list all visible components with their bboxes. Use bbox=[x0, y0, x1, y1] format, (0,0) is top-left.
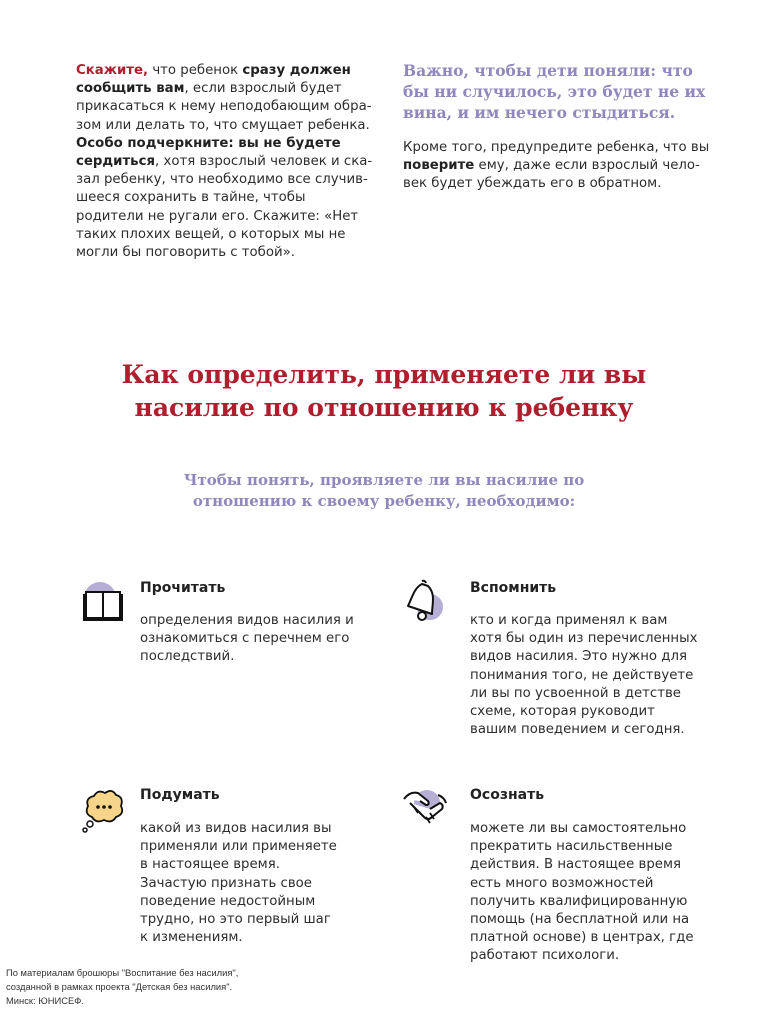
text-span: ему, даже если взрослый человек будет убеждать его в обратном. bbox=[403, 158, 700, 192]
step-read-text: определения видов насилия и ознакомиться с перечнем его последствий. bbox=[140, 613, 354, 665]
right-intro-highlight: Важно, чтобы дети поняли: что бы ни случилось, это будет не их вина, и им нечего стыдиться. bbox=[403, 61, 706, 122]
subtitle-line: Чтобы понять, проявляете ли вы насилие по bbox=[183, 471, 585, 489]
left-intro-paragraph bbox=[76, 62, 376, 262]
text-span: что ребенок bbox=[148, 63, 243, 78]
step-read-heading: Прочитать bbox=[140, 580, 226, 596]
text-span: Кроме того, предупредите ребенка, что вы bbox=[403, 140, 710, 155]
bold-span: Особо подчеркните: вы не будете сердиться bbox=[76, 135, 341, 170]
thought-bubble-icon bbox=[80, 786, 128, 834]
page-subtitle bbox=[0, 470, 768, 512]
step-recall-text: кто и когда применял к вам хотя бы один из перечисленных видов насилия. Это нужно для понимания того, не действуете ли вы по усвоенной в детстве схеме, которая руководит вашим поведением и сегодня. bbox=[470, 613, 698, 738]
bold-span: сразу должен сообщить вам bbox=[76, 63, 351, 97]
step-think-text: какой из видов насилия вы применяли или применяете в настоящее время. Зачастую признать свое поведение недостойным трудно, но это первый шаг к изменениям. bbox=[140, 821, 337, 946]
title-line: насилие по отношению к ребенку bbox=[134, 393, 634, 422]
title-line: Как определить, применяете ли вы bbox=[121, 360, 647, 389]
left-intro bbox=[76, 62, 376, 262]
subtitle-line: отношению к своему ребенку, необходимо: bbox=[192, 492, 576, 510]
footnote-line: По материалам брошюры "Воспитание без насилия", bbox=[6, 967, 239, 978]
book-icon bbox=[80, 578, 128, 626]
right-intro-paragraph bbox=[403, 139, 713, 194]
page-title bbox=[0, 358, 768, 424]
step-realize-heading: Осознать bbox=[470, 787, 545, 803]
footnote-line: созданной в рамках проекта "Детская без насилия". bbox=[6, 981, 233, 992]
bell-icon bbox=[400, 576, 448, 624]
step-realize-text: можете ли вы самостоятельно прекратить насильственные действия. В настоящее время есть много возможностей получить квалифицированную помощь (на бесплатной или на платной основе) в центрах, где работают психологи. bbox=[470, 821, 694, 964]
right-intro-text bbox=[403, 139, 713, 194]
footnote-line: Минск: ЮНИСЕФ. bbox=[6, 995, 84, 1006]
step-think-heading: Подумать bbox=[140, 787, 220, 803]
handshake-icon bbox=[400, 783, 448, 831]
text-span: , хотя взрослый человек и сказал ребенку, что необходимо все случившееся сохранить в тайне, чтобы родители не ругали его. Скажите: «Нет таких плохих вещей, о которых мы не могли бы поговорить с тобой». bbox=[76, 154, 373, 261]
step-recall-heading: Вспомнить bbox=[470, 580, 557, 596]
say-label: Скажите, bbox=[76, 63, 149, 78]
text-span: , если взрослый будет прикасаться к нему неподобающим образом или делать то, что смущает ребенка. bbox=[76, 81, 372, 133]
bold-span: поверите bbox=[403, 158, 475, 174]
source-footnote bbox=[6, 966, 238, 1008]
